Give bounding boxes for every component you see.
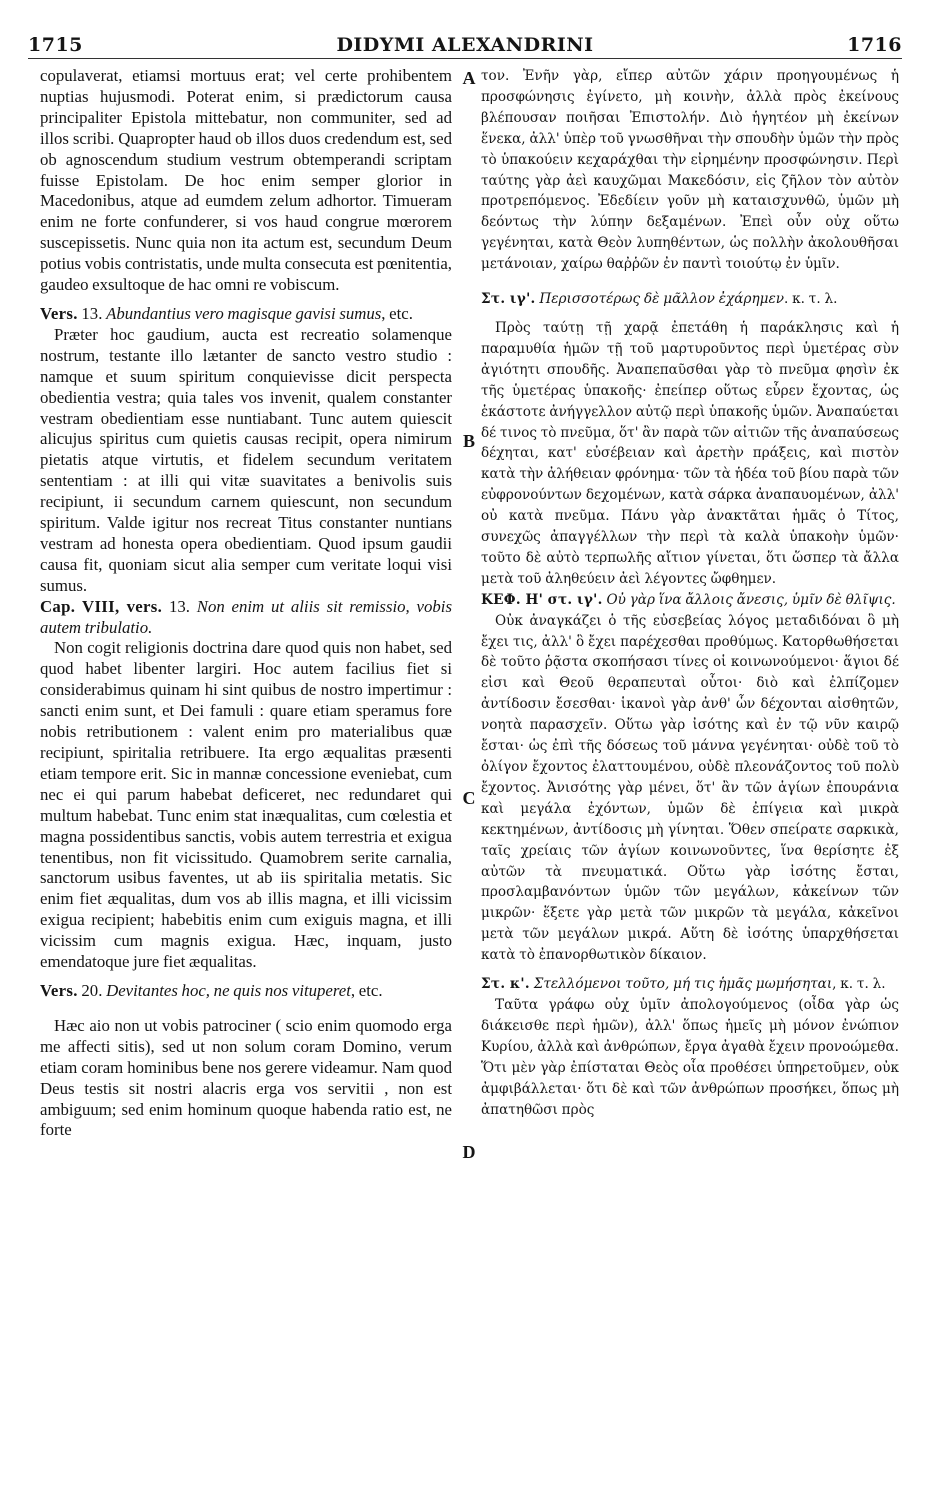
latin-paragraph: Præter hoc gaudium, aucta est recreatio solamenque nostrum, testante illo lætanter de sancto vestro studio : namque et suum spiritum conquievisse dicit perspecta obedientia vestra; quia tales vos invenit, qualem constanter vestram obedientiam esse nuntiabant. Tunc autem quiescit alicujus spiritus cum quietis causas recipit, opera nimirum pietatis atque virtutis, et fidelem secundum veritatem sententiam : at illi qui vitæ suavitates a benivolis suis recipiunt, ii secundum carnem quiescunt, non secundum spiritum. Valde igitur nos recreat Titus constanter nuntians vestram ad honesta opera obedientiam. Quod ipsum gaudii causa fit, quoniam sicut alia semper cum veritate loqui visi sumus. (40, 324, 452, 595)
greek-paragraph: Ταῦτα γράφω οὐχ ὑμῖν ἀπολογούμενος (οἶδα γὰρ ὡς διάκεισθε περὶ ἡμῶν), ἀλλ' ὅπως ἡμεῖς μὴ μόνον ἐνώπιον Κυρίου, ἀλλὰ καὶ ἀνθρώπων, ἔργα ἀγαθὰ ἔχειν προνοώμεθα. Ὅτι μὲν γὰρ ἐπίσταται Θεὸς οἷα προθέσει ὑπηρετοῦμεν, οὐκ ἀμφιβάλλεται· ὅτι δὲ καὶ τῶν ἀνθρώπων προσήκει, ὅπως μὴ ἀπατηθῶσι πρὸς (481, 996, 899, 1118)
latin-verse-heading: Vers. 13. Abundantius vero magisque gavisi sumus, etc. (40, 303, 413, 323)
greek-verse-heading: Στ. κ'. Στελλόμενοι τοῦτο, μή τις ἡμᾶς μωμήσηται, κ. τ. λ. (481, 976, 886, 993)
running-title: DIDYMI ALEXANDRINI (336, 34, 594, 56)
page-number-right: 1716 (847, 34, 902, 56)
latin-paragraph: Hæc aio non ut vobis patrociner ( scio enim quomodo erga me affecti sitis), sed ut non solum coram Domino, verum etiam coram hominibus bene nos gerere videamur. Nam quod Deus testis sit nostri alacris erga vos servitii , non est ambiguum; sed enim hominum quoque habenda ratio est, ne forte (40, 1015, 452, 1140)
latin-column (40, 66, 452, 1141)
greek-column (481, 66, 899, 1120)
greek-paragraph: τον. Ἐνῆν γὰρ, εἴπερ αὐτῶν χάριν προηγουμένως ἡ προσφώνησις ἐγίνετο, μὴ κοινὴν, ἀλλὰ πρὸς ἐκείνους βλέπουσαν ποιῆσαι Ἐπιστολήν. Διὸ ἡγητέον μὴ ἐκείνων ἕνεκα, ἀλλ' ὑπὲρ τοῦ γνωσθῆναι τὴν σπουδὴν ὑμῶν τὴν πρὸς τὸ ὑπακούειν κεχαράχθαι τὴν εἰρημένην προσφώνησιν. Περὶ ταύτης γὰρ ἀεὶ καυχῶμαι Μακεδόσιν, εἰς ζῆλον τὸν αὐτὸν προτρεπόμενος. Ἐδεδίειν γοῦν μὴ καταισχυνθῶ, ὑμῶν μὴ δεόντως τὴν λύπην δεξαμένων. Ἐπεὶ οὖν οὐχ οὕτω γεγένηται, κατὰ Θεὸν λυπηθέντων, ὡς πολλὴν ἀκολουθῆσαι μετάνοιαν, χαίρω θαῤῥῶν ἐν παντὶ τοιούτῳ ἐν ὑμῖν. (481, 68, 899, 273)
page-header (28, 32, 902, 59)
latin-verse-heading: Vers. 20. Devitantes hoc, ne quis nos vituperet, etc. (40, 980, 383, 1000)
section-marker-c: C (462, 788, 476, 808)
latin-paragraph: copulaverat, etiamsi mortuus erat; vel certe prohibentem nuptias hujusmodi. Poterat enim, si prædictorum causa principaliter Epistola mittebatur, non communiter, sed ad illos scribi. Quapropter haud ob illos duos credendum est, sed ob agnoscendum studium vestrum obtemperandi scriptam fuisse Epistolam. De hoc enim semper glorior in Macedonibus, atque ad eumdem zelum adhortor. Timueram enim ne forte confunderer, si vos haud congrue mœrorem suscepissetis. Nunc quia non ita actum est, secundum Deum potius vobis contristatis, unde multa consecuta est pœnitentia, gaudeo exsultoque de hac omni re vobiscum. (40, 66, 452, 295)
section-marker-a: A (462, 68, 476, 88)
latin-paragraph: Non cogit religionis doctrina dare quod quis non habet, sed quod habet libenter largiri. Hoc autem facilius fiet si considerabimus quinam hi sint quibus de nostro impertimur : sancti enim sunt, et Dei famuli : quare etiam speramus fore nobis retributionem : valent enim pro materialibus quæ recipiunt, spiritalia retribuere. Ita ergo æqualitas præsenti etiam tempore erit. Sic in mannæ concessione eveniebat, cum nec ei qui parum habebat deficeret, nec redundaret qui multum habebat. Tunc enim stat inæqualitas, cum cœlestia et magna possidentibus sanctis, vobis autem terrestria et exigua tenentibus, non fit vicissitudo. Quamobrem serite carnalia, sanctorum usibus faventes, ut ab iis spiritalia metatis. Sic enim fiet æqualitas, dum vos ab illis magna, et illi vicissim exigua recipient; habebitis enim cum exiguis magna, et illi vicissim cum magnis exigua. Hæc, inquam, justo emendatoque jure fiet æqualitas. (40, 638, 452, 972)
greek-paragraph: Πρὸς ταύτῃ τῇ χαρᾷ ἐπετάθη ἡ παράκλησις καὶ ἡ παραμυθία ἡμῶν τῇ τοῦ μαρτυροῦντος περὶ ὑμετέρας σὺν ἀγιότητι σπουδῆς. Ἀναπεπαῦσθαι γὰρ τὸ πνεῦμα φησὶν ἐκ τῆς ὑμετέρας ὑπακοῆς· ἐπείπερ οὕτως εὗρεν ἔχοντας, ὡς ἑκάστοτε ἀνήγγελλον αὐτῷ περὶ ὑπακοῆς ὑμῶν. Ἀναπαύεται δέ τινος τὸ πνεῦμα, ὅτ' ἂν παρὰ τῶν αἰτιῶν τῆς ἀναπαύσεως δέχηται, κατ' εὐσέβειαν καὶ ἀρετὴν πράξεις, καὶ πιστὸν κατὰ τὴν ἀλήθειαν φρόνημα· τῶν τὰ ἡδέα τοῦ βίου παρὰ τῶν εὐφρονούντων δεχομένων, κατὰ σάρκα ἀναπαυομένων, ἀλλ' οὐ κατὰ πνεῦμα. Πάνυ γὰρ ἀνακτᾶται ἡμᾶς ὁ Τίτος, συνεχῶς ἀπαγγέλλων τὴν περὶ τὰ καλὰ ὑπακοὴν ὑμῶν· τοῦτο δὲ αὐτὸ τερπωλῆς αἴτιον γίνεται, ὅτι ὥσπερ τὰ ἄλλα μετὰ τοῦ ἀληθεύειν ἀεὶ λέγοντες ὤφθημεν. (481, 319, 899, 587)
greek-paragraph: Οὐκ ἀναγκάζει ὁ τῆς εὐσεβείας λόγος μεταδιδόναι ὃ μὴ ἔχει τις, ἀλλ' ὃ ἔχει παρέχεσθαι προθύμως. Κατορθωθήσεται δὲ τοῦτο ῥᾷστα σκοπήσασι τίνες οἱ κοινωνούμενοι· ἅγιοι δέ εἰσι καὶ Θεοῦ θεραπευταὶ οὗτοι· διὸ καὶ ἐλπίζομεν ἀντίδοσιν ἔσεσθαι· ἱκανοὶ γὰρ ἀνθ' ὧν δέχονται αἰσθητῶν, νοητὰ παρασχεῖν. Οὕτω γὰρ ἰσότης καὶ ἐν τῷ νῦν καιρῷ ἔσται· ὡς ἐπὶ τῆς δόσεως τοῦ μάννα γεγένηται· οὐδὲ τοῦ τὸ ὀλίγον ἔχοντος ἐλαττουμένου, οὐδὲ πλεονάζοντος τοῦ πολὺ ἔχοντος. Ἀνισότης γὰρ μένει, ὅτ' ἂν τῶν ἁγίων ἐπουράνια καὶ μεγάλα ἐχόντων, ὑμῶν δὲ ἐπίγεια καὶ μικρὰ κεκτημένων, ἀντίδοσις μὴ γίνηται. Ὅθεν σπείρατε σαρκικὰ, ταῖς χρείαις τῶν ἁγίων κοινωνοῦντες, ἵνα θερίσητε ἐξ αὐτῶν τὰ πνευματικά. Οὕτω γὰρ ἰσότης ἔσται, προσλαμβανόντων ὑμῶν τῶν μεγάλων, κἀκείνων τῶν μικρῶν· ἕξετε γὰρ μετὰ τῶν μικρῶν τὰ μεγάλα, κἀκεῖνοι μετὰ τῶν μεγάλων μικρά. Αὕτη δὲ ἰσότης ὑπαρχθήσεται κατὰ τὸ ἐπανορθωτικὸν δίκαιον. (481, 612, 899, 964)
section-marker-b: B (462, 431, 475, 451)
greek-verse-heading: Στ. ιγ'. Περισσοτέρως δὲ μᾶλλον ἐχάρημεν. κ. τ. λ. (481, 291, 838, 308)
latin-chapter-heading: Cap. VIII, vers. 13. Non enim ut aliis sit remissio, vobis autem tribulatio. (40, 596, 452, 637)
section-marker-d: D (462, 1142, 476, 1162)
greek-chapter-heading: ΚΕΦ. Η' στ. ιγ'. Οὐ γὰρ ἵνα ἄλλοις ἄνεσις, ὑμῖν δὲ θλῖψις. (481, 591, 896, 608)
page-number-left: 1715 (28, 34, 83, 56)
